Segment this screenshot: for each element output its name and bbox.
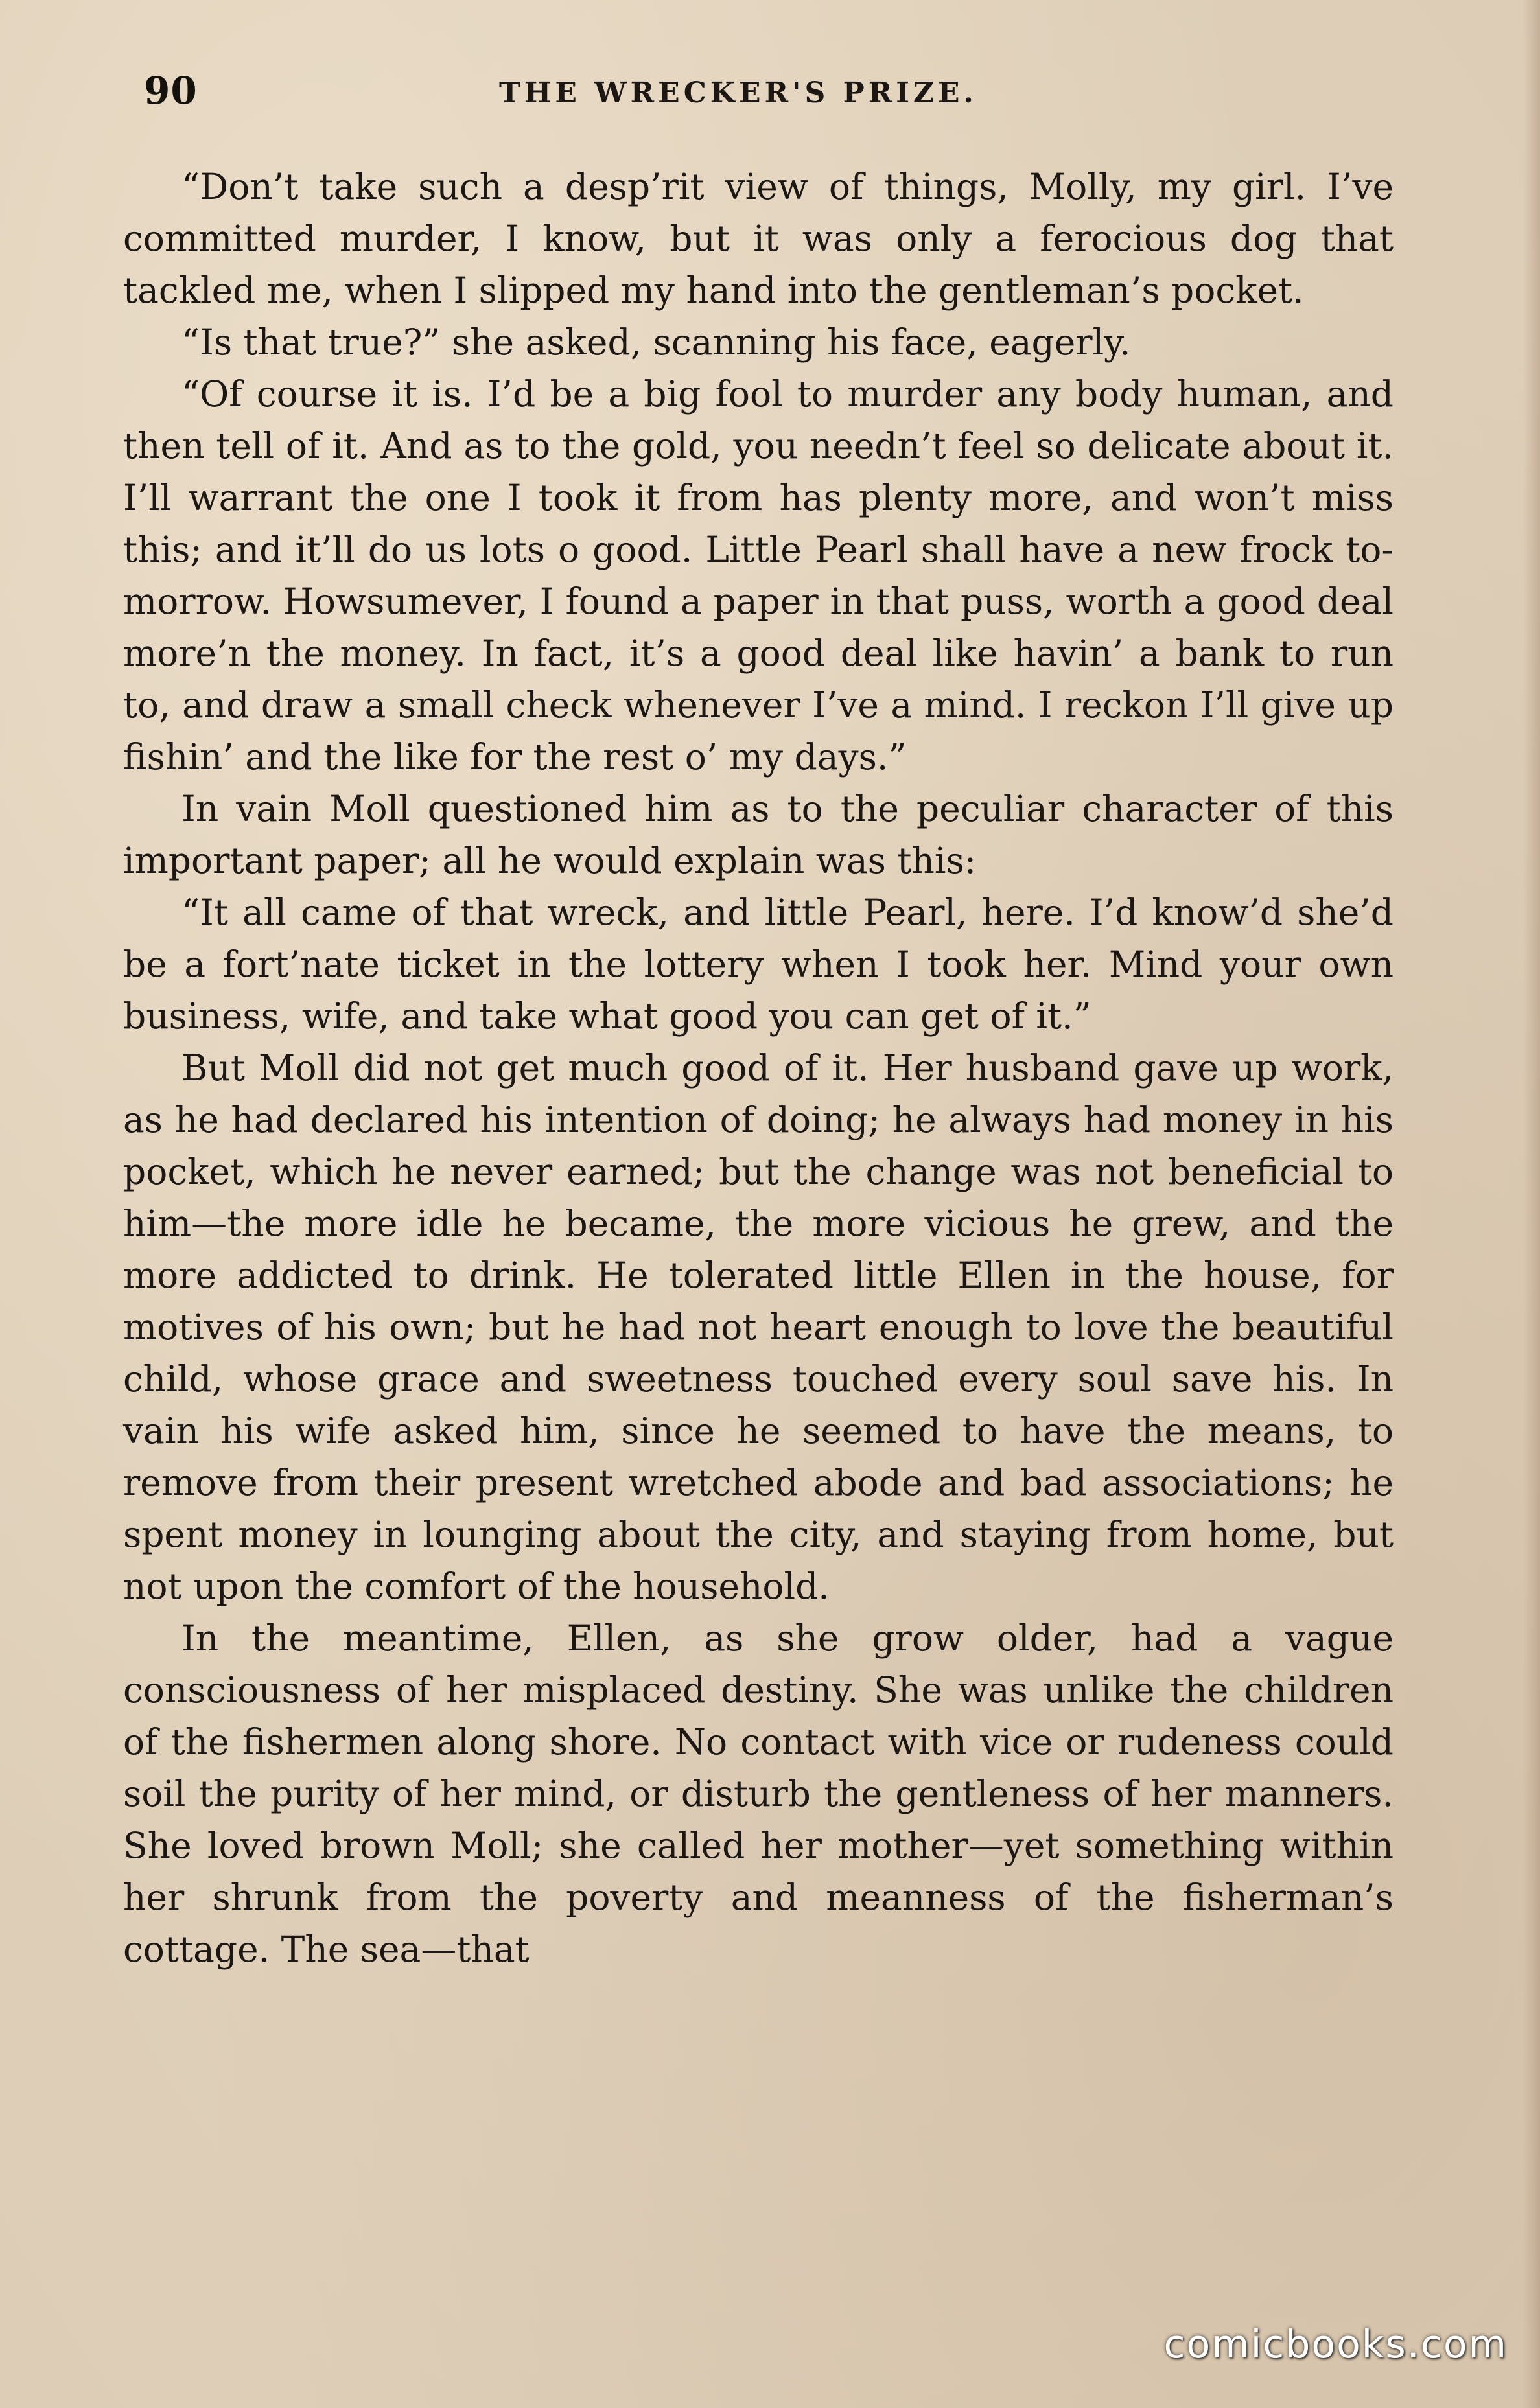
body-text — [123, 161, 1394, 1975]
paragraph: “Don’t take such a desp’rit view of things, Molly, my girl. I’ve committed murder, I know, but it was only a ferocious dog that tackled me, when I slipped my hand into the gentleman’s pocket. — [123, 166, 1394, 311]
page-number: 90 — [144, 69, 198, 113]
paragraph: “It all came of that wreck, and little Pearl, here. I’d know’d she’d be a fort’nate ticket in the lottery when I took her. Mind your own business, wife, and take what good you can get of it.” — [123, 892, 1394, 1037]
page-edge-shadow — [1523, 0, 1540, 2408]
running-title: THE WRECKER'S PRIZE. — [499, 76, 977, 110]
paragraph: “Of course it is. I’d be a big fool to murder any body human, and then tell of it. And as to the gold, you needn’t feel so delicate about it. I’ll warrant the one I took it from has plenty more, and won’t miss this; and it’ll do us lots o good. Little Pearl shall have a new frock to-morrow. Howsumever, I found a paper in that puss, worth a good deal more’n the money. In fact, it’s a good deal like havin’ a bank to run to, and draw a small check whenever I’ve a mind. I reckon I’ll give up fishin’ and the like for the rest o’ my days.” — [123, 373, 1394, 778]
paragraph: In the meantime, Ellen, as she grow older, had a vague consciousness of her misplaced destiny. She was unlike the children of the fishermen along shore. No contact with vice or rudeness could soil the purity of her mind, or disturb the gentleness of her manners. She loved brown Moll; she called her mother—yet something within her shrunk from the poverty and meanness of the fisherman’s cottage. The sea—that — [123, 1617, 1394, 1970]
paragraph: “Is that true?” she asked, scanning his face, eagerly. — [181, 321, 1131, 363]
watermark: comicbooks.com — [1163, 2322, 1508, 2367]
paragraph: In vain Moll questioned him as to the peculiar character of this important paper; all he would explain was this: — [123, 788, 1394, 881]
paragraph: But Moll did not get much good of it. Her husband gave up work, as he had declared his intention of doing; he always had money in his pocket, which he never earned; but the change was not beneficial to him—the more idle he became, the more vicious he grew, and the more addicted to drink. He tolerated little Ellen in the house, for motives of his own; but he had not heart enough to love the beautiful child, whose grace and sweetness touched every soul save his. In vain his wife asked him, since he seemed to have the means, to remove from their present wretched abode and bad associations; he spent money in lounging about the city, and staying from home, but not upon the comfort of the household. — [123, 1047, 1394, 1607]
